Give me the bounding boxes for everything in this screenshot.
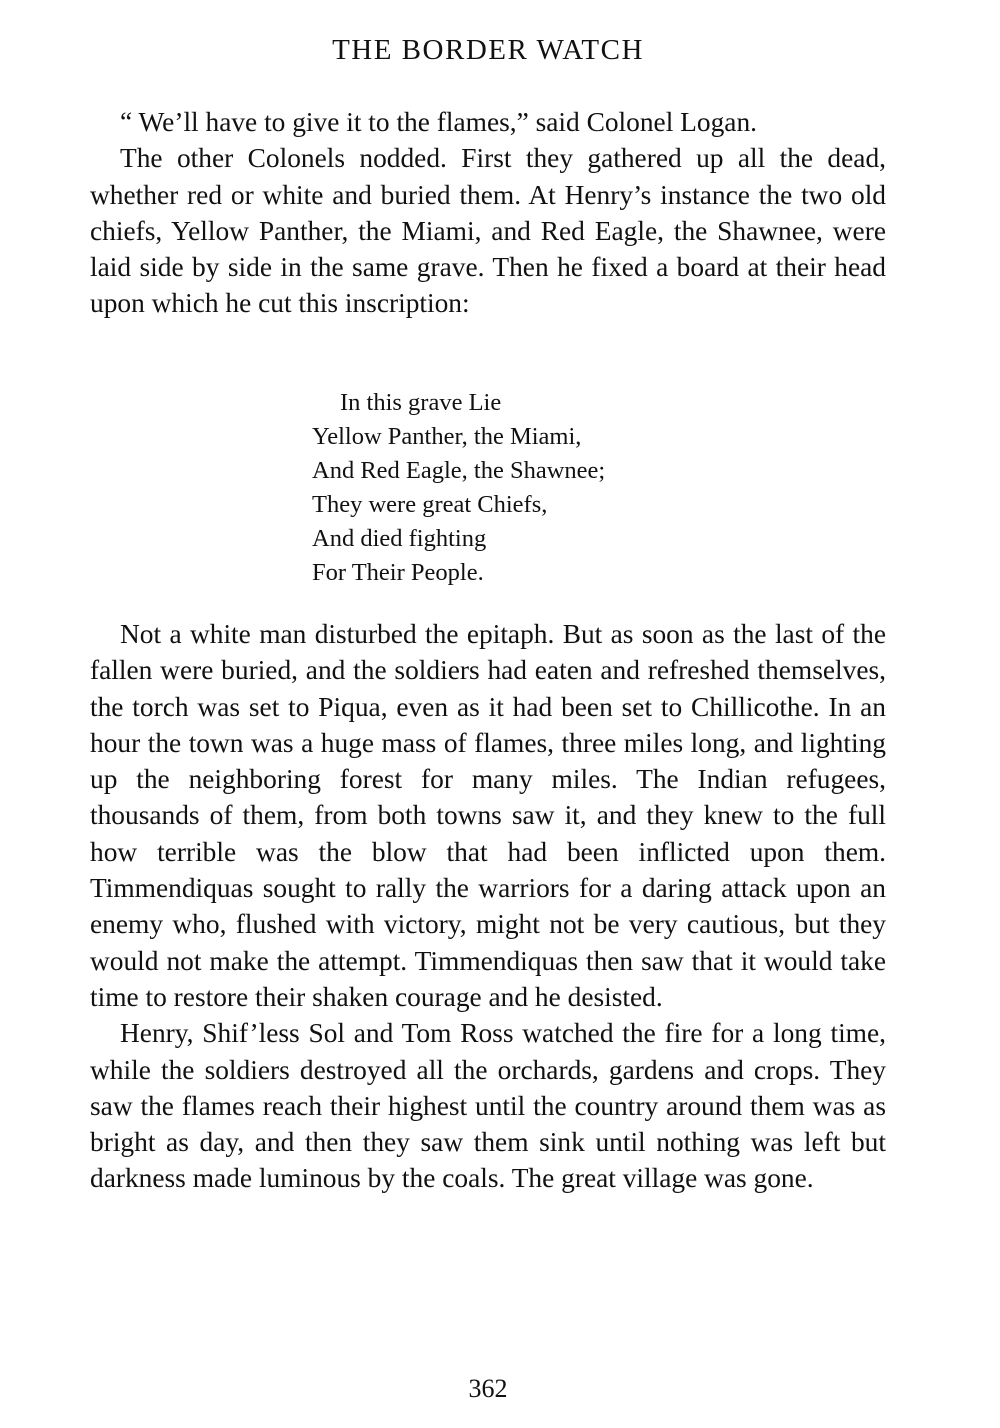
page-number: 362 — [468, 1374, 508, 1403]
text-block-bottom — [90, 616, 886, 1197]
aftermath-paragraph: Henry, Shif’less Sol and Tom Ross watched the fire for a long time, while the soldiers destroyed all the orchards, gardens and crops. They saw the flames reach their highest until the country around them was as bright as day, and then they saw them sink until nothing was left but darkness made luminous by the coals. The great village was gone. — [90, 1018, 886, 1194]
epitaph-inscription — [312, 386, 732, 590]
epitaph-line: They were great Chiefs, — [312, 491, 548, 518]
epitaph-line: In this grave Lie — [340, 389, 502, 416]
burial-paragraph: The other Colonels nodded. First they gathered up all the dead, whether red or white and buried them. At Henry’s instance the two old chiefs, Yellow Panther, the Miami, and Red Eagle, the Shawnee, were laid side by side in the same grave. Then he fixed a board at their head upon which he cut this inscription: — [90, 143, 886, 319]
text-block-top — [90, 104, 886, 322]
dialogue-paragraph: “ We’ll have to give it to the flames,” said Colonel Logan. — [120, 107, 757, 137]
burning-paragraph: Not a white man disturbed the epitaph. But as soon as the last of the fallen were buried, and the soldiers had eaten and refreshed themselves, the torch was set to Piqua, even as it had been set to Chillicothe. In an hour the town was a huge mass of flames, three miles long, and lighting up the neighboring forest for many miles. The Indian refugees, thousands of them, from both towns saw it, and they knew to the full how terrible was the blow that had been inflicted upon them. Timmendiquas sought to rally the warriors for a daring attack upon an enemy who, flushed with victory, might not be very cautious, but they would not make the attempt. Timmendiquas then saw that it would take time to restore their shaken courage and he desisted. — [90, 619, 886, 1012]
epitaph-line: Yellow Panther, the Miami, — [312, 423, 582, 450]
epitaph-line: And died fighting — [312, 525, 487, 552]
running-title: THE BORDER WATCH — [332, 34, 644, 66]
epitaph-line: And Red Eagle, the Shawnee; — [312, 457, 606, 484]
book-page — [90, 0, 886, 1428]
epitaph-line: For Their People. — [312, 559, 484, 586]
